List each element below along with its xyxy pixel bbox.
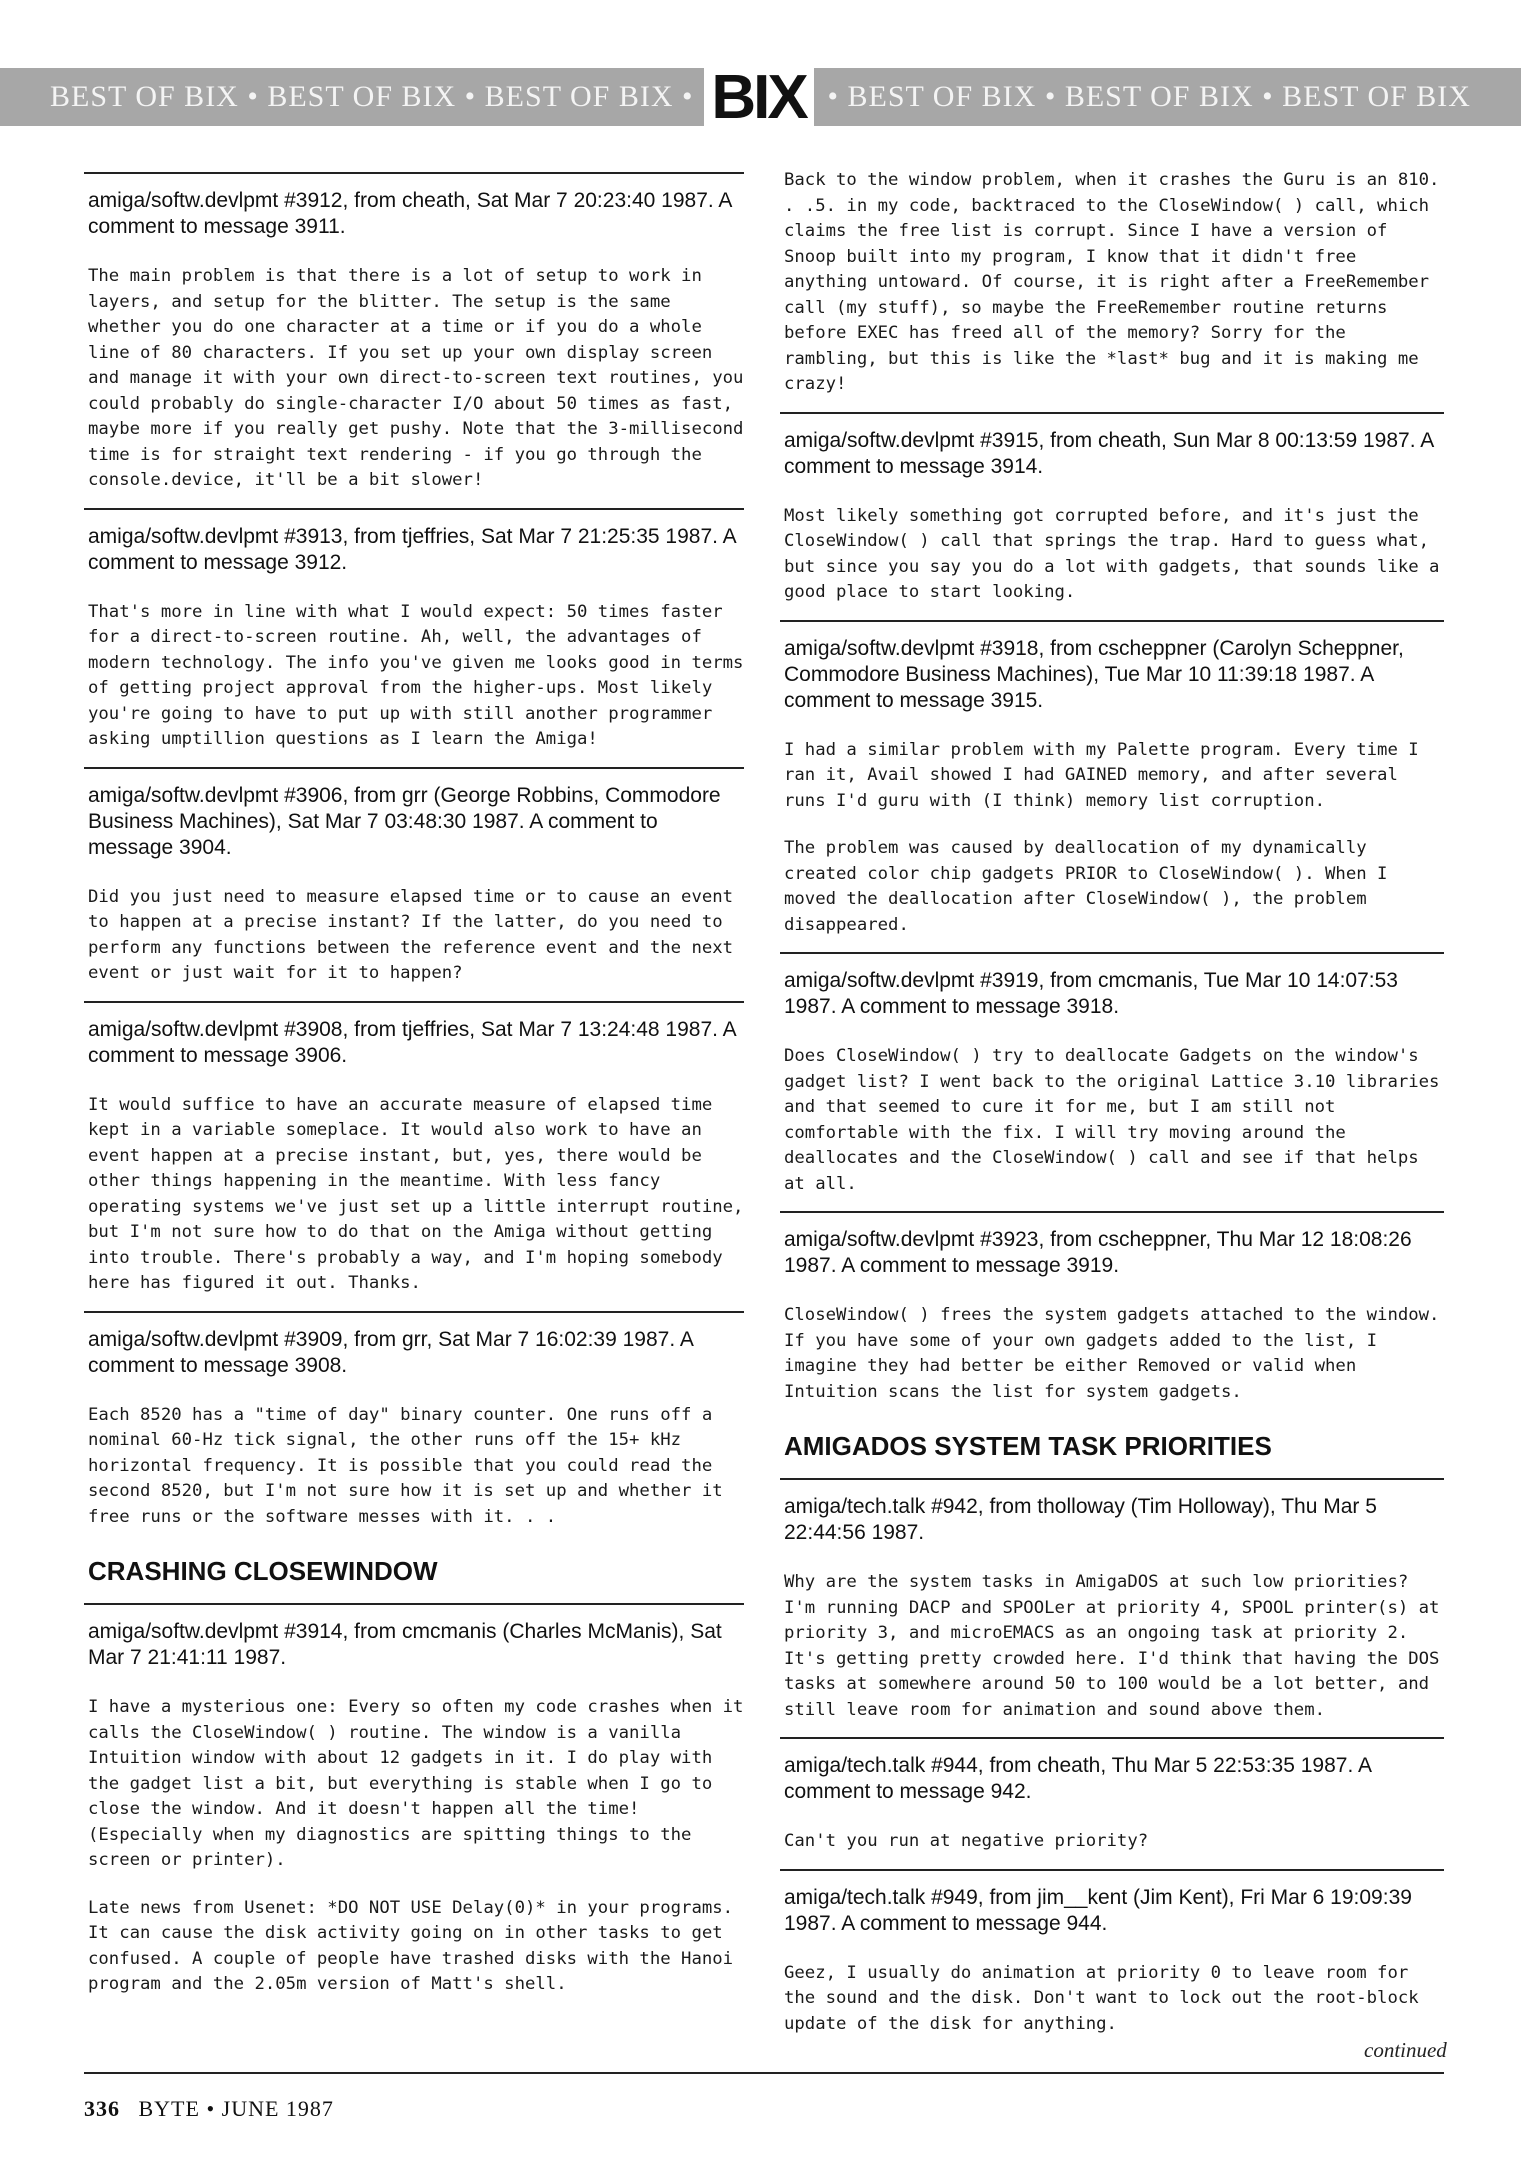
message-body: Back to the window problem, when it crashes the Guru is an 810. . .5. in my code, backtraced to the CloseWindow( ) call, which claims the free list is corrupt. Since I have a version of Snoop built into my program, I know that it didn't free anything untoward. Of course, it is right after a FreeRemember call (my stuff), so maybe the FreeRemember routine returns before EXEC has freed all of the memory? Sorry for the rambling, but this is like the *last* bug and it is making me crazy! — [784, 170, 1450, 394]
footer-divider — [84, 2072, 1444, 2074]
message-header: amiga/tech.talk #949, from jim__kent (Jim Kent), Fri Mar 6 19:09:39 1987. A comment to message 944. — [784, 1885, 1412, 1935]
left-column — [84, 172, 754, 2012]
message-body: Can't you run at negative priority? — [784, 1831, 1149, 1851]
message-header: amiga/softw.devlpmt #3908, from tjeffries, Sat Mar 7 13:24:48 1987. A comment to message 3906. — [88, 1017, 736, 1067]
message-body: Each 8520 has a "time of day" binary counter. One runs off a nominal 60-Hz tick signal, the other runs off the 15+ kHz horizontal frequency. It is possible that you could read the second 8520, but I'm not sure how it is set up and whether it free runs or the software messes with it. . . — [88, 1404, 734, 1527]
message-header: amiga/tech.talk #942, from tholloway (Tim Holloway), Thu Mar 5 22:44:56 1987. — [784, 1495, 1377, 1544]
message-header: amiga/softw.devlpmt #3919, from cmcmanis, Tue Mar 10 14:07:53 1987. A comment to message 3918. — [784, 969, 1398, 1018]
divider — [780, 1869, 1444, 1871]
message-body: I had a similar problem with my Palette program. Every time I ran it, Avail showed I had GAINED memory, and after several runs I'd guru with (I think) memory list corruption. — [784, 739, 1430, 811]
message-body: Did you just need to measure elapsed time or to cause an event to happen at a precise instant? If the latter, do you need to perform any functions between the reference event and the next event or just wait for it to happen? — [88, 886, 744, 983]
message-body: That's more in line with what I would expect: 50 times faster for a direct-to-screen routine. Ah, well, the advantages of modern technology. The info you've given me looks good in terms of getting project approval from the higher-ups. Most likely you're going to have to put up with still another programmer asking umptillion questions as I learn the Amiga! — [88, 601, 754, 749]
banner-right-strip — [814, 68, 1521, 126]
message-body: The problem was caused by deallocation of my dynamically created color chip gadgets PRIOR to CloseWindow( ). When I moved the deallocation after CloseWindow( ), the problem disappeared. — [784, 838, 1398, 935]
message-body: Does CloseWindow( ) try to deallocate Gadgets on the window's gadget list? I went back to the original Lattice 3.10 libraries and that seemed to cure it for me, but I am still not comfortable with the fix. I will try moving around the deallocates and the CloseWindow( ) call and see if that helps at all. — [784, 1046, 1450, 1194]
divider — [84, 172, 744, 174]
divider — [84, 1311, 744, 1313]
banner-left-strip — [0, 68, 704, 126]
message-header: amiga/softw.devlpmt #3918, from cscheppner (Carolyn Scheppner, Commodore Business Machines), Tue Mar 10 11:39:18 1987. A comment to message 3915. — [784, 636, 1404, 712]
page-footer — [84, 2096, 334, 2122]
message-body: Most likely something got corrupted before, and it's just the CloseWindow( ) call that springs the trap. Hard to guess what, but since you say you do a lot with gadgets, that sounds like a good place to start looking. — [784, 505, 1450, 602]
message-header: amiga/softw.devlpmt #3914, from cmcmanis (Charles McManis), Sat Mar 7 21:41:11 1987. — [88, 1620, 722, 1669]
publication-info: BYTE • JUNE 1987 — [138, 2096, 334, 2121]
banner — [0, 62, 1521, 132]
divider — [84, 767, 744, 769]
divider — [780, 1478, 1444, 1480]
message-body: CloseWindow( ) frees the system gadgets attached to the window. If you have some of your own gadgets added to the list, I imagine they had better be either Removed or valid when Intuition scans the list for system gadgets. — [784, 1305, 1450, 1402]
message-header: amiga/softw.devlpmt #3915, from cheath, Sun Mar 8 00:13:59 1987. A comment to message 3914. — [784, 428, 1434, 478]
message-body: I have a mysterious one: Every so often my code crashes when it calls the CloseWindow( ) routine. The window is a vanilla Intuition window with about 12 gadgets in it. I do play with the gadget list a bit, but everything is stable when I go to close the window. And it doesn't happen all the time! (Especially when my diagnostics are spitting things to the screen or printer). — [88, 1697, 754, 1870]
message-body: Geez, I usually do animation at priority 0 to leave room for the sound and the disk. Don't want to lock out the root-block update of the disk for anything. — [784, 1962, 1430, 2034]
message-body: Late news from Usenet: *DO NOT USE Delay(0)* in your programs. It can cause the disk activity going on in other tasks to get confused. A couple of people have trashed disks with the Hanoi program and the 2.05m version of Matt's shell. — [88, 1897, 744, 1994]
message-header: amiga/softw.devlpmt #3906, from grr (George Robbins, Commodore Business Machines), Sat Mar 7 03:48:30 1987. A comment to message 3904. — [88, 783, 721, 859]
message-header: amiga/tech.talk #944, from cheath, Thu Mar 5 22:53:35 1987. A comment to message 942. — [784, 1754, 1371, 1803]
divider — [780, 1737, 1444, 1739]
divider — [780, 412, 1444, 414]
divider — [780, 1211, 1444, 1213]
message-header: amiga/softw.devlpmt #3909, from grr, Sat Mar 7 16:02:39 1987. A comment to message 3908. — [88, 1327, 693, 1377]
bix-logo: BIX — [711, 62, 806, 132]
divider — [84, 1001, 744, 1003]
message-header: amiga/softw.devlpmt #3913, from tjeffries, Sat Mar 7 21:25:35 1987. A comment to message 3912. — [88, 524, 736, 574]
message-header: amiga/softw.devlpmt #3912, from cheath, Sat Mar 7 20:23:40 1987. A comment to message 3911. — [88, 189, 732, 238]
right-column — [780, 168, 1450, 2051]
message-header: amiga/softw.devlpmt #3923, from cscheppner, Thu Mar 12 18:08:26 1987. A comment to message 3919. — [784, 1228, 1412, 1277]
divider — [780, 620, 1444, 622]
section-heading: AMIGADOS SYSTEM TASK PRIORITIES — [784, 1431, 1272, 1461]
message-body: The main problem is that there is a lot of setup to work in layers, and setup for the blitter. The setup is the same whether you do one character at a time or if you do a whole line of 80 characters. If you set up your own display screen and manage it with your own direct-to-screen text routines, you could probably do single-character I/O about 50 times as fast, maybe more if you really get pushy. Note that the 3-millisecond time is for straight text rendering - if you go through the console.device, it'll be a bit slower! — [88, 266, 754, 490]
page-number: 336 — [84, 2096, 120, 2121]
banner-left-text: BEST OF BIX • BEST OF BIX • BEST OF BIX • — [50, 80, 694, 113]
divider — [84, 508, 744, 510]
divider — [84, 1603, 744, 1605]
section-heading: CRASHING CLOSEWINDOW — [88, 1556, 438, 1586]
message-body: It would suffice to have an accurate measure of elapsed time kept in a variable someplace. It would also work to have an event happen at a precise instant, but, yes, there would be other things happening in the meantime. With less fancy operating systems we've just set up a little interrupt routine, but I'm not sure how to do that on the Amiga without getting into trouble. There's probably a way, and I'm hoping somebody here has figured it out. Thanks. — [88, 1094, 754, 1293]
continued-label: continued — [1364, 2038, 1447, 2062]
divider — [780, 952, 1444, 954]
banner-right-text: • BEST OF BIX • BEST OF BIX • BEST OF BIX — [827, 80, 1471, 113]
message-body: Why are the system tasks in AmigaDOS at such low priorities? I'm running DACP and SPOOLer at priority 4, SPOOL printer(s) at priority 3, and microEMACS as an ongoing task at priority 2. It's getting pretty crowded here. I'd think that having the DOS tasks at somewhere around 50 to 100 would be a lot better, and still leave room for animation and sound above them. — [784, 1572, 1450, 1720]
